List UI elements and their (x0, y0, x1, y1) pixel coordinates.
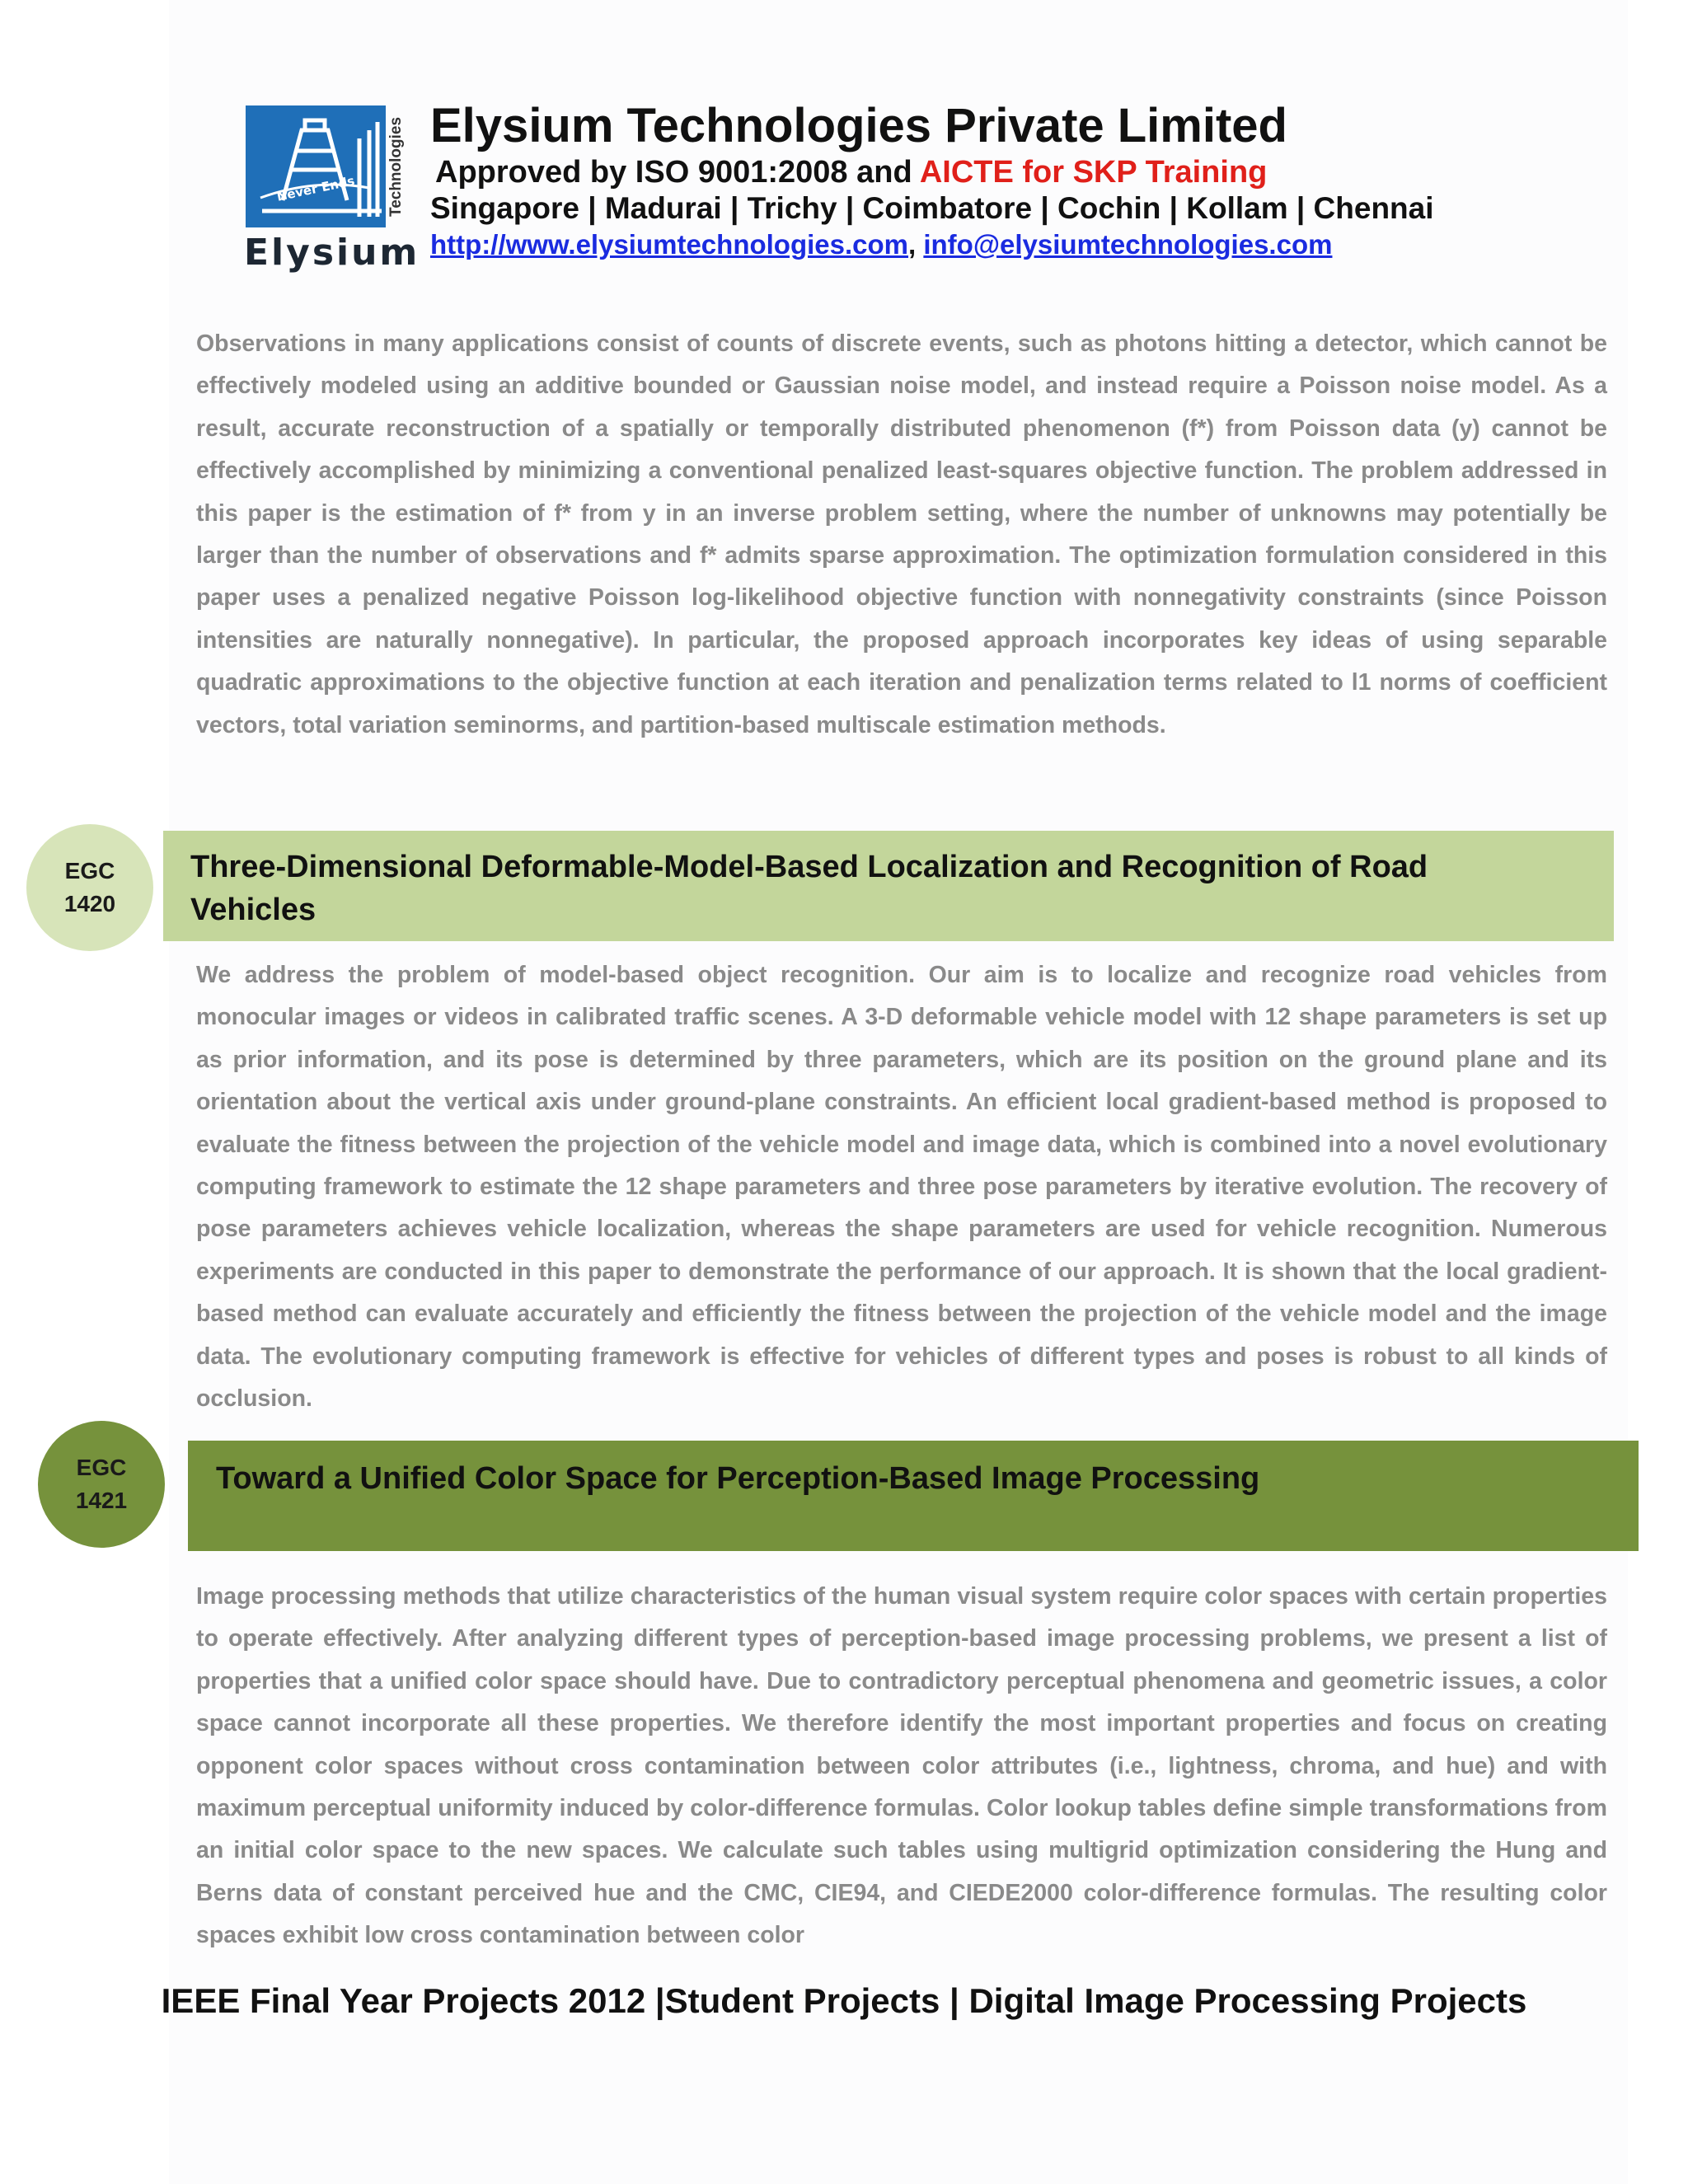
approval-line (435, 153, 1267, 191)
company-name: Elysium Technologies Private Limited (430, 99, 1287, 152)
project-abstract: Image processing methods that utilize characteristics of the human visual system require color spaces with certain properties to operate effectively. After analyzing different types of perception-based image processing problems, we present a list of properties that a unified color space should have. Due to contradictory perceptual phenomena and geometric issues, a color space cannot incorporate all these properties. We therefore identify the most important properties and focus on creating opponent color spaces without cross contamination between color attributes (i.e., lightness, chroma, and hue) and with maximum perceptual uniformity induced by color-difference formulas. Color lookup tables define simple transformations from an initial color space to the new spaces. We calculate such tables using multigrid optimization considering the Hung and Berns data of constant perceived hue and the CMC, CIE94, and CIEDE2000 color-difference formulas. The resulting color spaces exhibit low cross contamination between color (196, 1583, 1607, 1949)
project-code-prefix: EGC (76, 1455, 127, 1480)
project-title: Toward a Unified Color Space for Perception-Based Image Processing (216, 1461, 1260, 1496)
project-title-band (188, 1441, 1639, 1551)
project-title: Three-Dimensional Deformable-Model-Based Localization and Recognition of Road Vehicles (190, 850, 1428, 927)
link-separator: , (908, 229, 924, 260)
project-code-prefix: EGC (64, 858, 115, 883)
logo-wordmark: Elysium (244, 232, 420, 274)
website-link[interactable]: http://www.elysiumtechnologies.com (430, 229, 909, 260)
project-code-number: 1421 (75, 1488, 128, 1513)
project-code-badge (38, 1421, 165, 1548)
logo-tagline: Never Ends (275, 173, 356, 204)
company-logo (246, 105, 386, 227)
project-abstract: We address the problem of model-based object recognition. Our aim is to localize and recognize road vehicles from monocular images or videos in calibrated traffic scenes. A 3-D deformable vehicle model with 12 shape parameters is set up as prior information, and its pose is determined by three parameters, which are its position on the ground plane and its orientation about the vertical axis under ground-plane constraints. An efficient local gradient-based method is proposed to evaluate the fitness between the projection of the vehicle model and image data, which is combined into a novel evolutionary computing framework to estimate the 12 shape parameters and three pose parameters by iterative evolution. The recovery of pose parameters achieves vehicle localization, whereas the shape parameters are used for vehicle recognition. Numerous experiments are conducted in this paper to demonstrate the performance of our approach. It is shown that the local gradient-based method can evaluate accurately and efficiently the fitness between the projection of the vehicle model and the image data. The evolutionary computing framework is effective for vehicles of different types and poses is robust to all kinds of occlusion. (196, 962, 1607, 1413)
email-link[interactable]: info@elysiumtechnologies.com (923, 229, 1333, 260)
approval-prefix: Approved by ISO 9001:2008 and (435, 155, 920, 190)
contact-links (430, 227, 1332, 262)
approval-highlight: AICTE for SKP Training (919, 155, 1268, 190)
intro-paragraph: Observations in many applications consist of counts of discrete events, such as photons hitting a detector, which cannot be effectively modeled using an additive bounded or Gaussian noise model, and instead require a Poisson noise model. As a result, accurate reconstruction of a spatially or temporally distributed phenomenon (f*) from Poisson data (y) cannot be effectively accomplished by minimizing a conventional penalized least-squares objective function. The problem addressed in this paper is the estimation of f* from y in an inverse problem setting, where the number of unknowns may potentially be larger than the number of observations and f* admits sparse approximation. The optimization formulation considered in this paper uses a penalized negative Poisson log-likelihood objective function with nonnegativity constraints (since Poisson intensities are naturally nonnegative). In particular, the proposed approach incorporates key ideas of using separable quadratic approximations to the objective function at each iteration and penalization terms related to l1 norms of coefficient vectors, total variation seminorms, and partition-based multiscale estimation methods. (196, 330, 1607, 738)
logo-vertical-text: Technologies (387, 116, 405, 217)
project-code-number: 1420 (63, 891, 116, 916)
project-code-badge (26, 824, 153, 951)
office-cities: Singapore | Madurai | Trichy | Coimbatore | Cochin | Kollam | Chennai (430, 191, 1434, 225)
footer-banner: IEEE Final Year Projects 2012 |Student Projects | Digital Image Processing Projects (161, 1981, 1527, 2020)
tower-logo-icon (246, 105, 386, 227)
project-title-band (163, 831, 1614, 941)
